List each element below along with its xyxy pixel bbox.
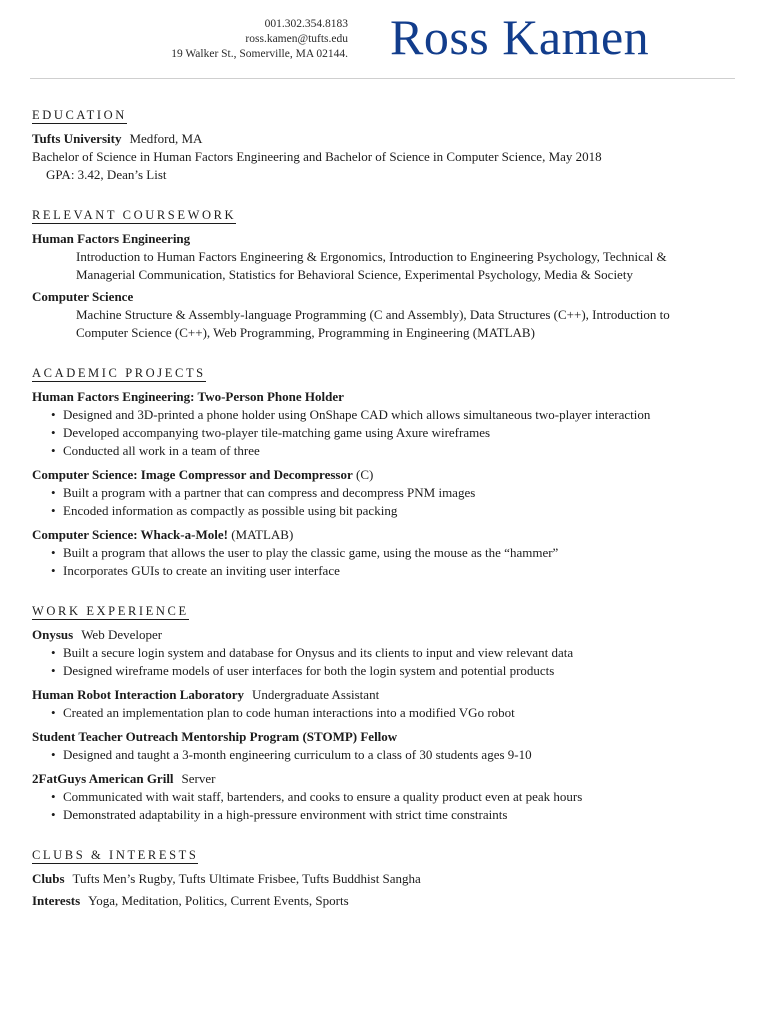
bullet-item: • Encoded information as compactly as possible using bit packing (32, 502, 738, 520)
bullet-item: • Conducted all work in a team of three (32, 442, 738, 460)
bullet-item: • Developed accompanying two-player tile-matching game using Axure wireframes (32, 424, 738, 442)
job-role: Web Developer (81, 627, 163, 642)
job-bullets (32, 746, 738, 764)
candidate-name: Ross Kamen (390, 9, 650, 65)
school-location: Medford, MA (129, 131, 203, 146)
project-title (32, 388, 738, 406)
clubs-value: Tufts Men’s Rugby, Tufts Ultimate Frisbee, Tufts Buddhist Sangha (72, 871, 421, 886)
bullet-item: • Incorporates GUIs to create an inviting user interface (32, 562, 738, 580)
coursework-group (32, 230, 738, 284)
coursework-line: Managerial Communication, Statistics for Behavioral Science, Experimental Psychology, Media & Society (76, 267, 633, 282)
job-bullets (32, 704, 738, 722)
coursework-line: Computer Science (C++), Web Programming, Programming in Engineering (MATLAB) (76, 325, 535, 340)
job-title (32, 686, 738, 704)
coursework-line: Introduction to Human Factors Engineering & Ergonomics, Introduction to Engineering Psychology, Technical & (76, 249, 667, 264)
project-name: Computer Science: Image Compressor and Decompressor (32, 467, 353, 482)
job-role: Undergraduate Assistant (251, 687, 380, 702)
school-name: Tufts University (32, 131, 122, 146)
project-bullets (32, 406, 738, 460)
interests-line (32, 892, 738, 910)
degree-line: Bachelor of Science in Human Factors Engineering and Bachelor of Science in Computer Science, May 2018 (32, 149, 602, 164)
work-heading: WORK EXPERIENCE (32, 604, 189, 618)
project-name: Computer Science: Whack-a-Mole! (32, 527, 228, 542)
projects-section (32, 364, 738, 580)
coursework-group (32, 288, 738, 342)
interests-value: Yoga, Meditation, Politics, Current Events, Sports (88, 893, 349, 908)
work-section (32, 602, 738, 824)
bullet-item: • Built a secure login system and database for Onysus and its clients to input and view relevant data (32, 644, 738, 662)
project-title (32, 526, 738, 544)
gpa-line: GPA: 3.42, Dean’s List (46, 167, 167, 182)
project-bullets (32, 544, 738, 580)
job-bullets (32, 788, 738, 824)
coursework-line: Machine Structure & Assembly-language Programming (C and Assembly), Data Structures (C++), Introduction to (76, 307, 670, 322)
bullet-item: • Communicated with wait staff, bartenders, and cooks to ensure a quality product even at peak hours (32, 788, 738, 806)
coursework-group-title: Computer Science (32, 289, 134, 304)
bullet-item: • Created an implementation plan to code human interactions into a modified VGo robot (32, 704, 738, 722)
clubs-line (32, 870, 738, 888)
header-divider (30, 78, 735, 79)
job-bullets (32, 644, 738, 680)
job-title (32, 770, 738, 788)
coursework-heading: RELEVANT COURSEWORK (32, 208, 237, 222)
project-bullets (32, 484, 738, 520)
job-title (32, 728, 738, 746)
education-entry (32, 130, 738, 148)
job-title (32, 626, 738, 644)
clubs-label: Clubs (32, 871, 65, 886)
employer-name: Human Robot Interaction Laboratory (32, 687, 244, 702)
education-section (32, 106, 738, 184)
employer-name: Onysus (32, 627, 74, 642)
project-name: Human Factors Engineering: Two-Person Phone Holder (32, 389, 344, 404)
projects-heading: ACADEMIC PROJECTS (32, 366, 206, 380)
project-language: (C) (352, 467, 374, 482)
bullet-item: • Demonstrated adaptability in a high-pressure environment with strict time constraints (32, 806, 738, 824)
contact-block (171, 17, 348, 62)
bullet-item: • Designed and taught a 3-month engineering curriculum to a class of 30 students ages 9-10 (32, 746, 738, 764)
postal-address: 19 Walker St., Somerville, MA 02144. (171, 48, 348, 60)
employer-name: 2FatGuys American Grill (32, 771, 174, 786)
clubs-heading: CLUBS & INTERESTS (32, 848, 199, 862)
phone-number: 001.302.354.8183 (264, 18, 348, 30)
bullet-item: • Designed and 3D-printed a phone holder using OnShape CAD which allows simultaneous two-player interaction (32, 406, 738, 424)
interests-label: Interests (32, 893, 81, 908)
coursework-group-title: Human Factors Engineering (32, 231, 191, 246)
education-heading: EDUCATION (32, 108, 127, 122)
bullet-item: • Designed wireframe models of user interfaces for both the login system and potential products (32, 662, 738, 680)
clubs-section (32, 846, 738, 910)
email-address: ross.kamen@tufts.edu (245, 33, 348, 45)
employer-name: Student Teacher Outreach Mentorship Program (STOMP) Fellow (32, 729, 398, 744)
resume-body (32, 106, 738, 932)
project-language: (MATLAB) (227, 527, 294, 542)
job-role: Server (181, 771, 216, 786)
coursework-section (32, 206, 738, 342)
bullet-item: • Built a program that allows the user to play the classic game, using the mouse as the “hammer” (32, 544, 738, 562)
bullet-item: • Built a program with a partner that can compress and decompress PNM images (32, 484, 738, 502)
project-title (32, 466, 738, 484)
